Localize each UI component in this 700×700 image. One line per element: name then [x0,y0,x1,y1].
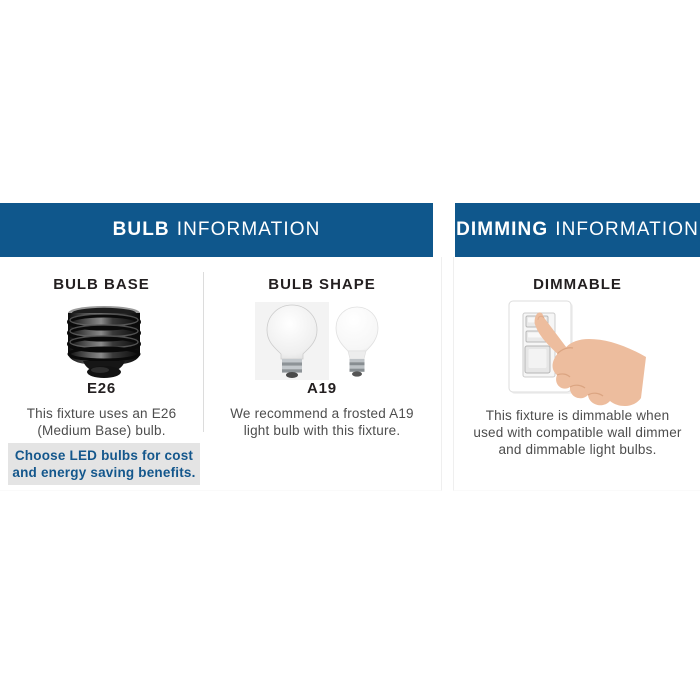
bulb-information-header-bar [0,203,433,257]
dimming-header-emphasis: DIMMING [456,219,549,240]
dimmable-heading: DIMMABLE [533,276,622,293]
bulb-information-card [0,257,442,491]
dimming-information-card [453,257,700,491]
frosted-a19-bulb-icon [255,302,329,380]
bulb-shape-description: We recommend a frosted A19 light bulb with this fixture. [230,406,414,438]
bulb-base-description: This fixture uses an E26 (Medium Base) bulb. [26,406,177,438]
led-a19-bulb-icon [333,306,381,380]
e26-base-icon [63,303,145,384]
bulb-shape-label: A19 [307,380,337,397]
bulb-shape-heading: BULB SHAPE [268,276,376,293]
dimmer-switch-hand-icon [494,293,664,418]
column-divider [203,272,204,432]
bulb-base-heading: BULB BASE [53,276,150,293]
bulb-header-emphasis: BULB [112,219,170,240]
dimming-header-rest: INFORMATION [555,219,699,240]
dimming-information-header-bar [455,203,700,257]
bulb-base-label: E26 [86,380,117,397]
a19-bulbs-icon [255,302,381,380]
led-tip-callout: Choose LED bulbs for cost and energy saving benefits. [8,443,200,485]
bulb-header-rest: INFORMATION [176,219,321,240]
dimmable-description: This fixture is dimmable when used with compatible wall dimmer and dimmable light bulbs. [473,408,682,457]
